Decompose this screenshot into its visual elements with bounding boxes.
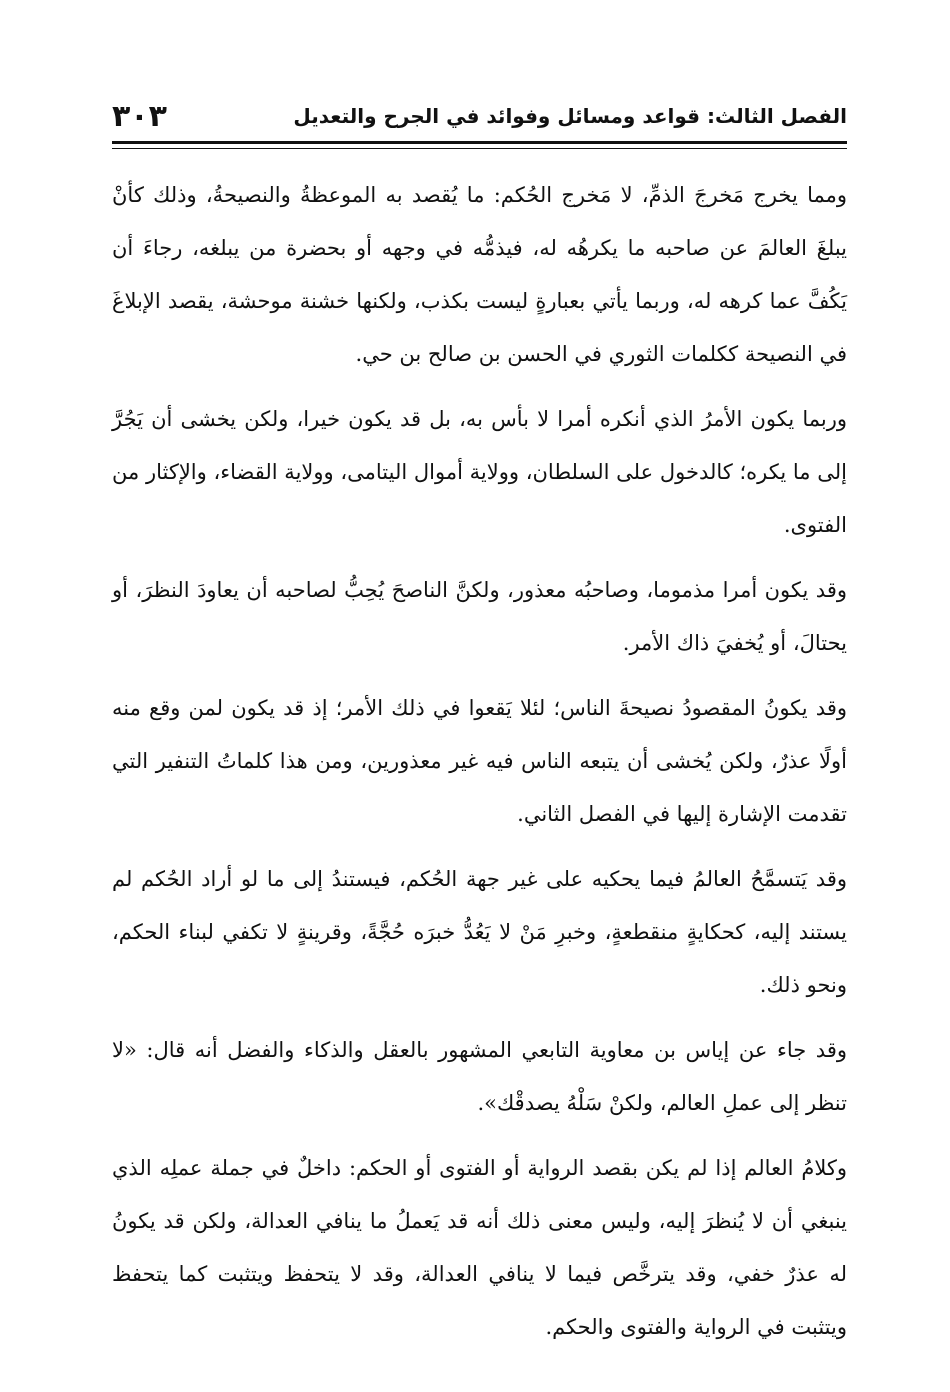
page-number: ٣٠٣ [112,98,167,134]
header-rule-thin [112,148,847,149]
paragraph: وكلامُ العالم إذا لم يكن بقصد الرواية أو الفتوى أو الحكم: داخلٌ في جملة عملِه الذي ينبغي أن لا يُنظرَ إليه، وليس معنى ذلك أنه قد يَعملُ ما ينافي العدالة، ولكن قد يكونُ له عذرٌ خفي، وقد يترخَّص فيما لا ينافي العدالة، وقد لا يتحفظ ويتثبت كما يتحفظ ويتثبت في الرواية والفتوى والحكم. [112,1156,847,1339]
paragraph: وربما يكون الأمرُ الذي أنكره أمرا لا بأس به، بل قد يكون خيرا، ولكن يخشى أن يَجُرَّ إلى ما يكره؛ كالدخول على السلطان، وولاية أموال اليتامى، وولاية القضاء، والإكثار من الفتوى. [112,407,847,537]
paragraph: وقد جاء عن إياس بن معاوية التابعي المشهور بالعقل والذكاء والفضل أنه قال: «لا تنظر إلى عملِ العالم، ولكنْ سَلْهُ يصدقْك». [112,1038,847,1115]
paragraph: وقد يَتسمَّحُ العالمُ فيما يحكيه على غير جهة الحُكم، فيستندُ إلى ما لو أراد الحُكم لم يستند إليه، كحكايةٍ منقطعةٍ، وخبرِ مَنْ لا يَعُدُّ خبرَه حُجَّةً، وقرينةٍ لا تكفي لبناء الحكم، ونحو ذلك. [112,867,847,997]
paragraph: وقد يكونُ المقصودُ نصيحةَ الناس؛ لئلا يَقعوا في ذلك الأمر؛ إذ قد يكون لمن وقع منه أولًا عذرٌ، ولكن يُخشى أن يتبعه الناس فيه غير معذورين، ومن هذا كلماتُ التنفير التي تقدمت الإشارة إليها في الفصل الثاني. [112,696,847,826]
paragraph: وقد يكون أمرا مذموما، وصاحبُه معذور، ولكنَّ الناصحَ يُحِبُّ لصاحبه أن يعاودَ النظرَ، أو يحتالَ، أو يُخفيَ ذاك الأمر. [112,578,847,655]
header-rule-thick [112,141,847,144]
paragraph: ومما يخرج مَخرجَ الذمِّ، لا مَخرج الحُكم: ما يُقصد به الموعظةُ والنصيحةُ، وذلك كأنْ يبلغَ العالمَ عن صاحبه ما يكرهُه له، فيذمُّه في وجهه أو بحضرة من يبلغه، رجاءَ أن يَكُفَّ عما كرهه له، وربما يأتي بعبارةٍ ليست بكذب، ولكنها خشنة موحشة، يقصد الإبلاغَ في النصيحة ككلمات الثوري في الحسن بن صالح بن حي. [112,183,847,366]
page-header [112,94,847,138]
running-title: الفصل الثالث: قواعد ومسائل وفوائد في الجرح والتعديل [293,104,847,128]
body-text [112,169,847,1366]
